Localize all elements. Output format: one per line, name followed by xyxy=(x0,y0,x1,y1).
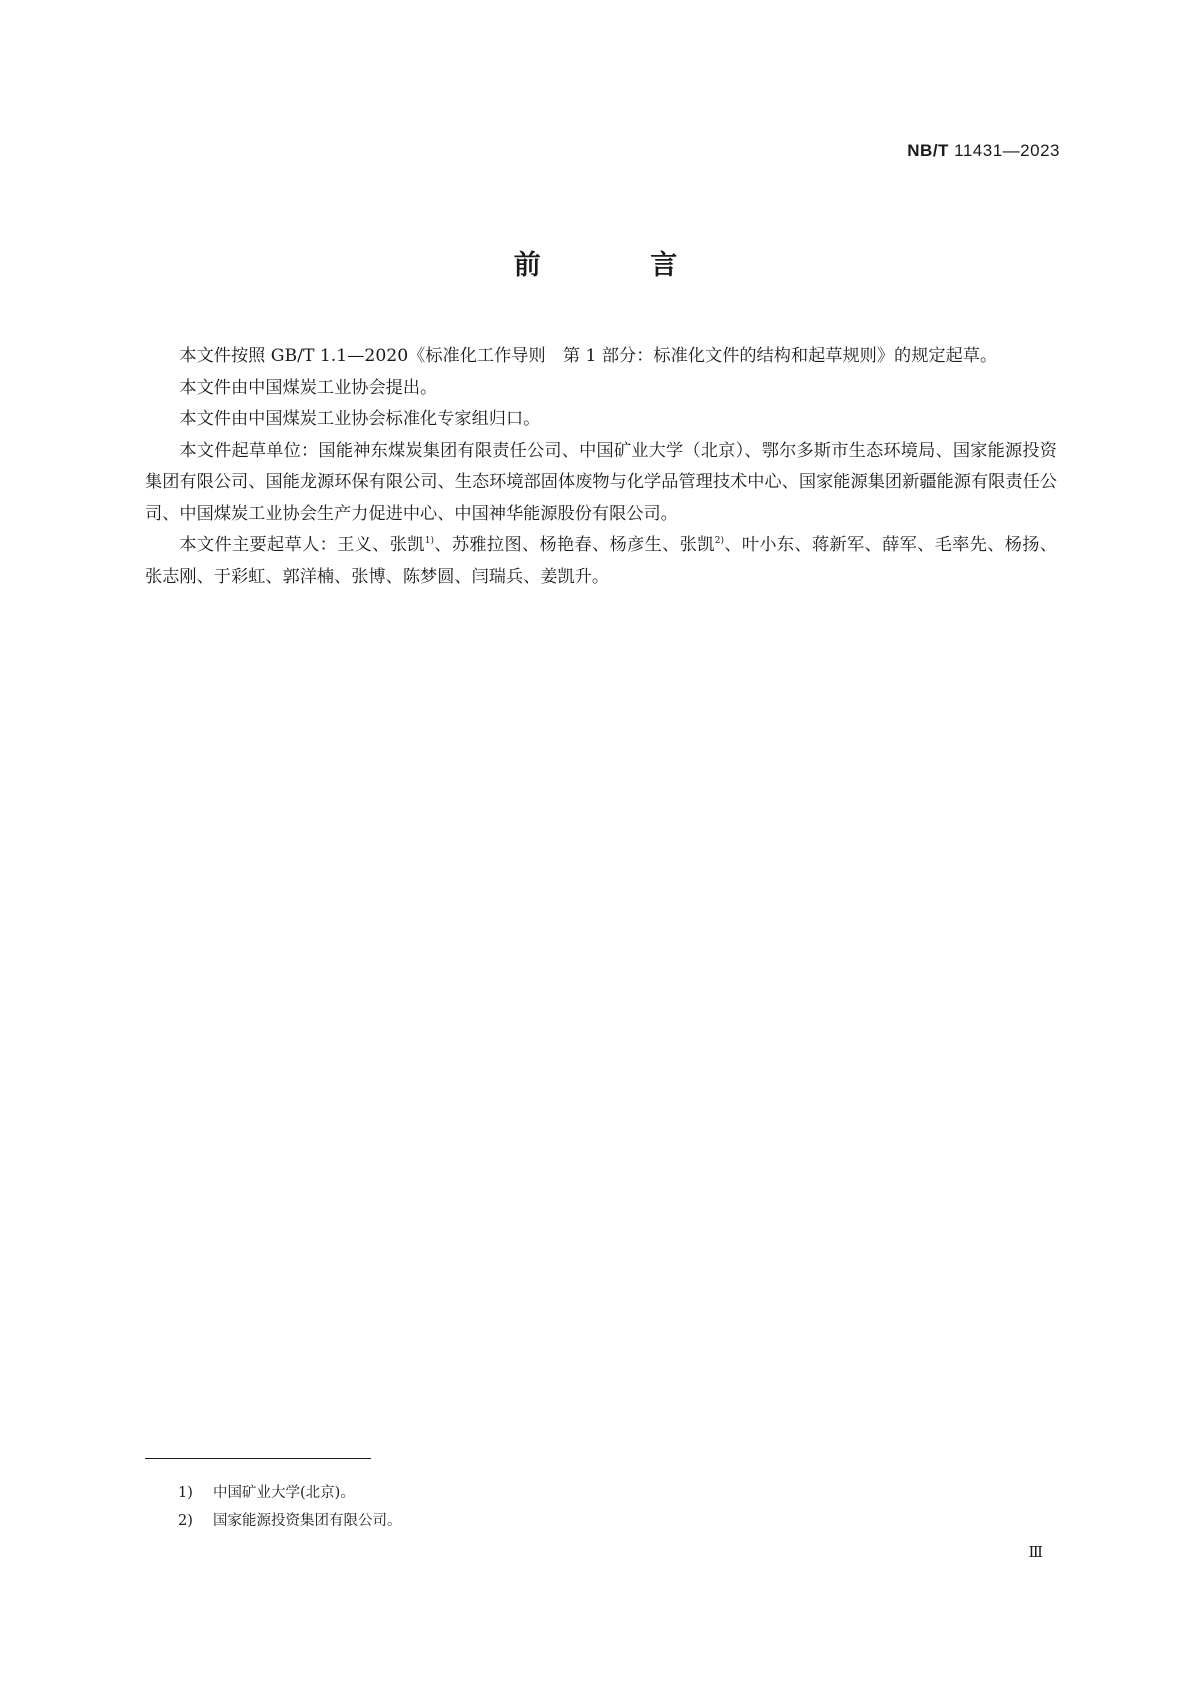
drafters-part-3: 、叶小东、蒋新军、薛军、毛率先、杨扬、张志刚、于彩虹、郭洋楠、张博、陈梦圆、闫瑞兵、姜凯升。 xyxy=(145,535,1057,587)
footnotes xyxy=(178,1479,402,1535)
paragraph-drafters xyxy=(145,530,1057,593)
paragraph-administrator: 本文件由中国煤炭工业协会标准化专家组归口。 xyxy=(179,409,541,429)
standard-code-number: 11431—2023 xyxy=(948,141,1060,160)
footnote-number: 2) xyxy=(178,1513,193,1529)
footnote-ref-1: 1) xyxy=(424,536,434,546)
footnote-divider xyxy=(145,1458,371,1459)
footnote-text: 中国矿业大学(北京)。 xyxy=(213,1485,355,1501)
footnote-item xyxy=(178,1507,402,1535)
preface-body xyxy=(145,341,1057,593)
paragraph-drafting-units: 本文件起草单位：国能神东煤炭集团有限责任公司、中国矿业大学（北京）、鄂尔多斯市生态环境局、国家能源投资集团有限公司、国能龙源环保有限公司、生态环境部固体废物与化学品管理技术中心、国家能源集团新疆能源有限责任公司、中国煤炭工业协会生产力促进中心、中国神华能源股份有限公司。 xyxy=(145,440,1057,524)
footnote-number: 1) xyxy=(178,1485,193,1501)
footnote-ref-2: 2) xyxy=(714,536,724,546)
standard-code-prefix: NB/T xyxy=(907,141,949,160)
page-number: Ⅲ xyxy=(1028,1543,1043,1561)
page-title: 前 言 xyxy=(513,250,728,281)
footnote-item xyxy=(178,1479,402,1507)
drafters-part-2: 、苏雅拉图、杨艳春、杨彦生、张凯 xyxy=(434,535,715,555)
standard-code xyxy=(907,141,1060,161)
drafters-part-1: 本文件主要起草人：王义、张凯 xyxy=(179,535,425,555)
footnote-text: 国家能源投资集团有限公司。 xyxy=(213,1513,402,1529)
paragraph-proposer: 本文件由中国煤炭工业协会提出。 xyxy=(179,377,438,398)
paragraph-drafting-rule: 本文件按照 GB/T 1.1—2020《标准化工作导则 第 1 部分：标准化文件的结构和起草规则》的规定起草。 xyxy=(179,346,998,366)
